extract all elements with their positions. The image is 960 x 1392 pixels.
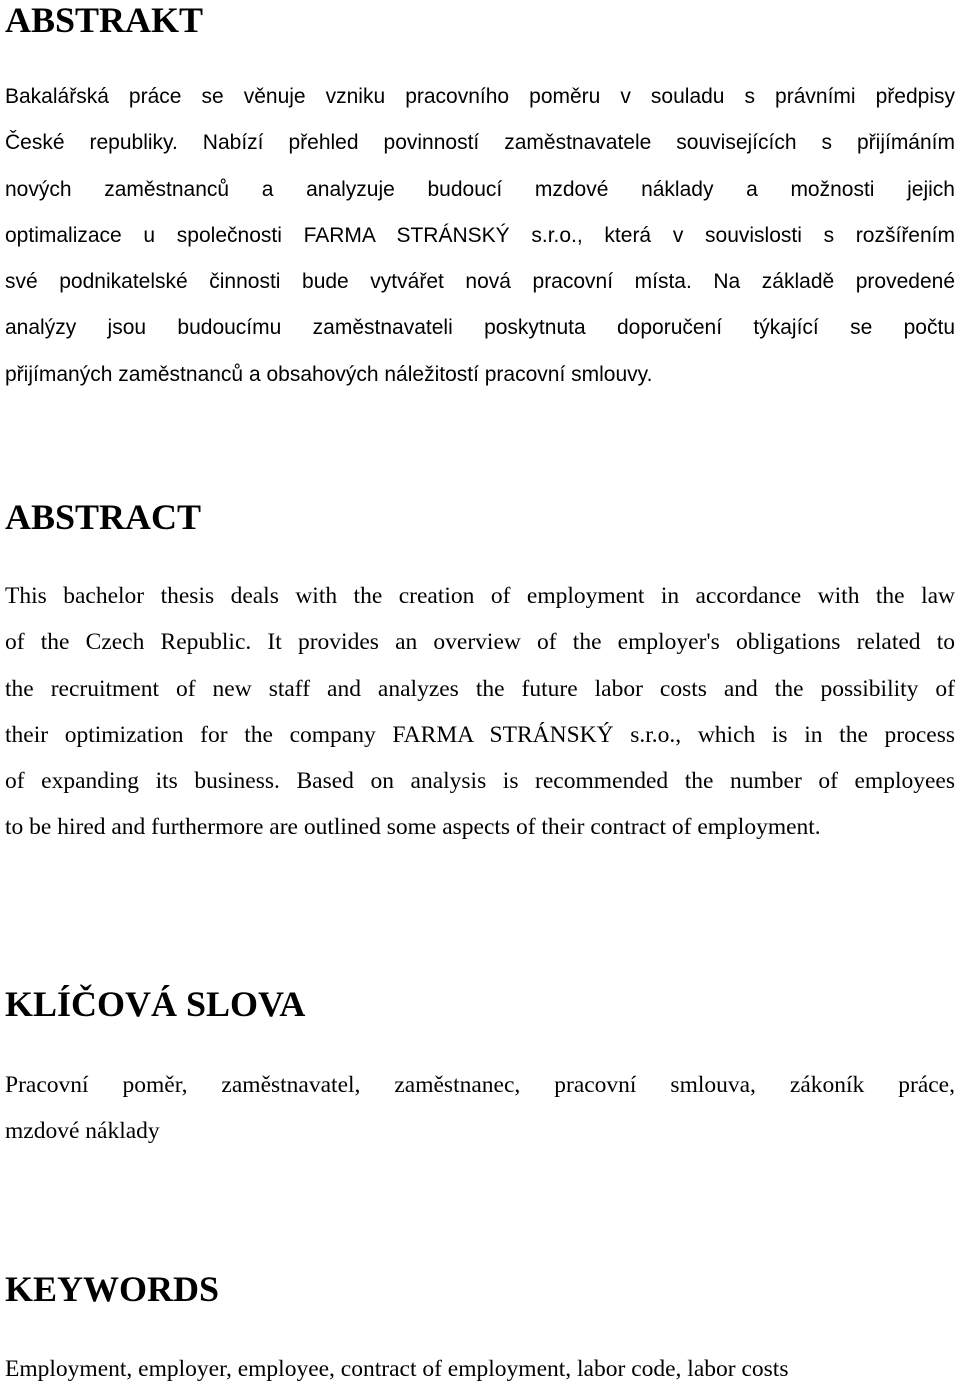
abstract-line: This bachelor thesis deals with the creation of employment in accordance with the law <box>5 583 955 609</box>
klicova-slova-line: mzdové náklady <box>5 1118 160 1145</box>
abstrakt-line: analýzy jsou budoucímu zaměstnavateli poskytnuta doporučení týkající se počtu <box>5 316 955 340</box>
abstract-line: the recruitment of new staff and analyzes the future labor costs and the possibility of <box>5 675 955 702</box>
abstrakt-paragraph <box>5 74 955 398</box>
klicova-slova-paragraph <box>5 1062 955 1155</box>
abstrakt-line: České republiky. Nabízí přehled povinností zaměstnavatele souvisejících s přijímáním <box>5 131 955 155</box>
keywords-line: Employment, employer, employee, contract of employment, labor code, labor costs <box>5 1356 789 1382</box>
abstrakt-heading: ABSTRAKT <box>5 0 204 40</box>
abstract-line: of the Czech Republic. It provides an overview of the employer's obligations related to <box>5 629 955 656</box>
abstrakt-line: své podnikatelské činnosti bude vytvářet nová pracovní místa. Na základě provedené <box>5 270 955 294</box>
abstrakt-line: optimalizace u společnosti FARMA STRÁNSKÝ s.r.o., která v souvislosti s rozšířením <box>5 223 955 247</box>
klicova-slova-line: Pracovní poměr, zaměstnavatel, zaměstnanec, pracovní smlouva, zákoník práce, <box>5 1072 955 1098</box>
abstract-line: of expanding its business. Based on analysis is recommended the number of employees <box>5 768 955 795</box>
abstract-paragraph <box>5 573 955 851</box>
abstrakt-line: přijímaných zaměstnanců a obsahových náležitostí pracovní smlouvy. <box>5 362 653 386</box>
abstract-heading: ABSTRACT <box>5 497 202 537</box>
keywords-paragraph <box>5 1346 955 1392</box>
abstract-line: to be hired and furthermore are outlined some aspects of their contract of employment. <box>5 814 821 841</box>
abstrakt-line: Bakalářská práce se věnuje vzniku pracovního poměru v souladu s právními předpisy <box>5 85 955 108</box>
klicova-slova-heading: KLÍČOVÁ SLOVA <box>5 984 306 1024</box>
abstrakt-line: nových zaměstnanců a analyzuje budoucí mzdové náklady a možnosti jejich <box>5 177 955 201</box>
keywords-heading: KEYWORDS <box>5 1269 220 1309</box>
abstract-line: their optimization for the company FARMA STRÁNSKÝ s.r.o., which is in the process <box>5 721 955 748</box>
